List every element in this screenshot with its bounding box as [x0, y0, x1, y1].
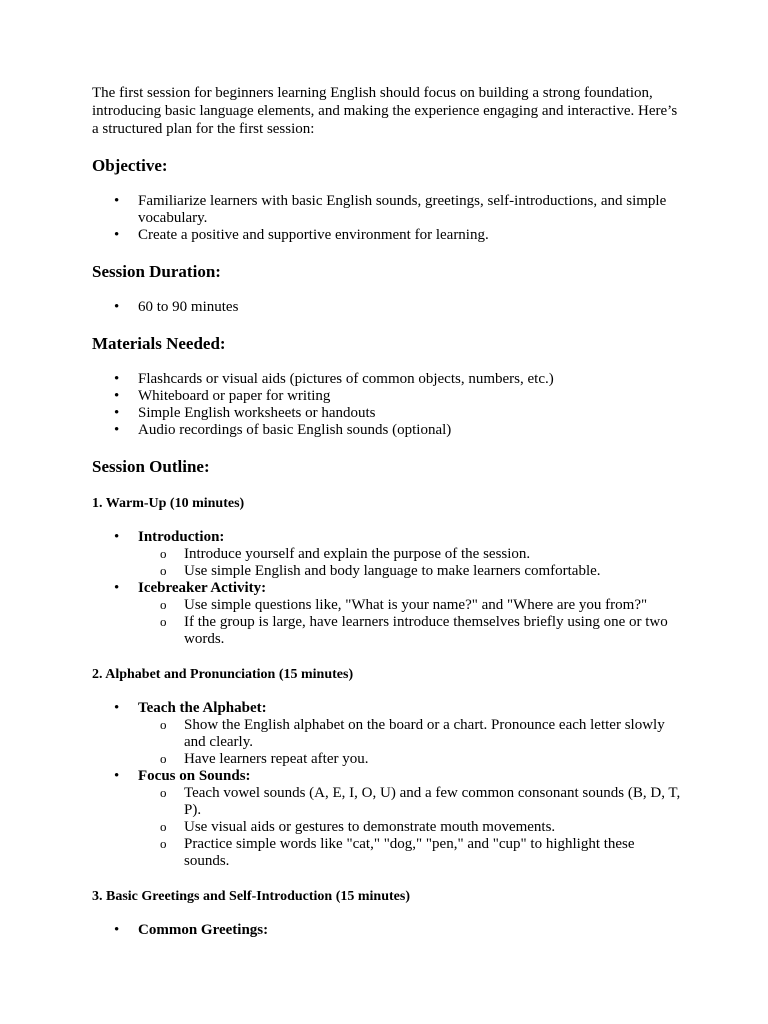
objective-list	[92, 193, 682, 244]
list-item	[92, 768, 682, 870]
list-item: • Audio recordings of basic English sounds (optional)	[92, 422, 682, 439]
materials-list	[92, 371, 682, 439]
document-page	[92, 84, 682, 939]
list-item	[92, 529, 682, 580]
sublist-item: o Introduce yourself and explain the purpose of the session.	[138, 546, 682, 563]
section-title-warm-up: 1. Warm-Up (10 minutes)	[92, 496, 245, 511]
sublist-item: o Use simple English and body language to make learners comfortable.	[138, 563, 682, 580]
sublist-item: o If the group is large, have learners introduce themselves briefly using one or two words.	[138, 614, 682, 648]
group-label-common-greetings: Common Greetings:	[138, 922, 269, 938]
greetings-list	[92, 922, 682, 939]
group-label-teach-alphabet: Teach the Alphabet:	[138, 700, 267, 716]
objective-heading: Objective:	[92, 156, 168, 175]
sublist	[138, 597, 682, 648]
group-label-focus-sounds: Focus on Sounds:	[138, 768, 251, 784]
list-item	[92, 700, 682, 768]
alphabet-list	[92, 700, 682, 870]
duration-list	[92, 299, 682, 316]
duration-heading: Session Duration:	[92, 262, 221, 281]
sublist-item: o Show the English alphabet on the board or a chart. Pronounce each letter slowly and clearly.	[138, 717, 682, 751]
sublist-item: o Have learners repeat after you.	[138, 751, 682, 768]
section-title-alphabet: 2. Alphabet and Pronunciation (15 minutes)	[92, 667, 354, 682]
list-item: • Whiteboard or paper for writing	[92, 388, 682, 405]
list-item: • Create a positive and supportive environment for learning.	[92, 227, 682, 244]
outline-heading: Session Outline:	[92, 457, 210, 476]
list-item: • Flashcards or visual aids (pictures of common objects, numbers, etc.)	[92, 371, 682, 388]
sublist	[138, 546, 682, 580]
list-item: • 60 to 90 minutes	[92, 299, 682, 316]
sublist	[138, 785, 682, 870]
sublist-item: o Teach vowel sounds (A, E, I, O, U) and a few common consonant sounds (B, D, T, P).	[138, 785, 682, 819]
group-label-icebreaker: Icebreaker Activity:	[138, 580, 267, 596]
sublist-item: o Practice simple words like "cat," "dog," "pen," and "cup" to highlight these sounds.	[138, 836, 682, 870]
sublist-item: o Use visual aids or gestures to demonstrate mouth movements.	[138, 819, 682, 836]
list-item: • Familiarize learners with basic English sounds, greetings, self-introductions, and simple vocabulary.	[92, 193, 682, 227]
section-title-greetings: 3. Basic Greetings and Self-Introduction (15 minutes)	[92, 889, 410, 904]
group-label-introduction: Introduction:	[138, 529, 225, 545]
sublist	[138, 717, 682, 768]
list-item	[92, 580, 682, 648]
list-item	[92, 922, 682, 939]
sublist-item: o Use simple questions like, "What is your name?" and "Where are you from?"	[138, 597, 682, 614]
warm-up-list	[92, 529, 682, 648]
materials-heading: Materials Needed:	[92, 334, 226, 353]
list-item: • Simple English worksheets or handouts	[92, 405, 682, 422]
intro-paragraph: The first session for beginners learning English should focus on building a strong foundation, introducing basic language elements, and making the experience engaging and interactive. Here’s a structured plan for the first session:	[92, 85, 678, 137]
